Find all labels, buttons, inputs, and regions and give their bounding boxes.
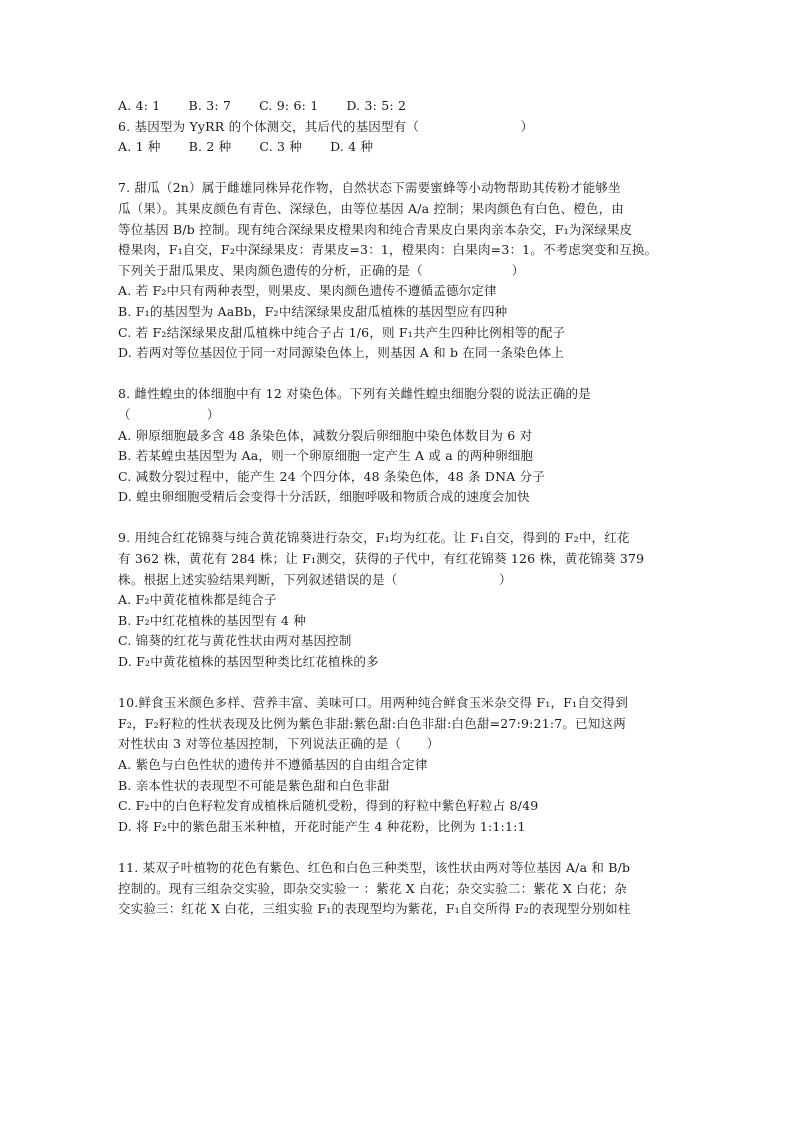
q8-stem-line: （ ） <box>118 406 220 422</box>
q7-option-c: C. 若 F₂结深绿果皮甜瓜植株中纯合子占 1/6，则 F₁共产生四种比例相等的配子 <box>118 324 566 340</box>
q7-option-b: B. F₁的基因型为 AaBb，F₂中结深绿果皮甜瓜植株的基因型应有四种 <box>118 303 508 319</box>
q10-stem-line: F₂，F₂籽粒的性状表现及比例为紫色非甜:紫色甜:白色非甜:白色甜=27:9:21:7。已知这两 <box>118 715 626 731</box>
q6-option-a: A. 1 种 <box>118 139 161 155</box>
q7-stem-line: 橙果肉，F₁自交，F₂中深绿果皮：青果皮=3：1，橙果肉：白果肉=3：1。不考虑突变和互换。 <box>118 242 658 258</box>
q11-stem-line: 交实验三：红花 X 白花，三组实验 F₁的表现型均为紫花，F₁自交所得 F₂的表现型分别如柱 <box>118 901 631 917</box>
q9-option-b: B. F₂中红花植株的基因型有 4 种 <box>118 612 307 628</box>
question-9 <box>118 528 680 672</box>
q6-stem: 6. 基因型为 YyRR 的个体测交，其后代的基因型有（ ） <box>118 118 534 134</box>
q6-option-b: B. 2 种 <box>188 139 232 155</box>
q9-stem-line: 株。根据上述实验结果判断，下列叙述错误的是（ ） <box>118 571 512 587</box>
q7-stem-line: 7. 甜瓜（2n）属于雌雄同株异花作物，自然状态下需要蜜蜂等小动物帮助其传粉才能够坐 <box>118 180 621 196</box>
q9-stem-line: 9. 用纯合红花锦葵与纯合黄花锦葵进行杂交，F₁均为红花。让 F₁自交，得到的 F₂中，红花 <box>118 530 630 546</box>
q10-option-c: C. F₂中的白色籽粒发育成植株后随机受粉，得到的籽粒中紫色籽粒占 8/49 <box>118 798 539 814</box>
q7-stem-line: 等位基因 B/b 控制。现有纯合深绿果皮橙果肉和纯合青果皮白果肉亲本杂交，F₁为深绿果皮 <box>118 221 633 237</box>
q9-option-a: A. F₂中黄花植株都是纯合子 <box>118 592 277 608</box>
question-10 <box>118 693 680 837</box>
q8-stem-line: 8. 雌性蝗虫的体细胞中有 12 对染色体。下列有关雌性蝗虫细胞分裂的说法正确的是 <box>118 386 591 402</box>
q6-option-d: D. 4 种 <box>330 139 374 155</box>
q9-option-d: D. F₂中黄花植株的基因型种类比红花植株的多 <box>118 654 379 670</box>
q5-options <box>118 96 680 117</box>
q5-option-d: D. 3: 5: 2 <box>346 98 407 113</box>
q10-option-d: D. 将 F₂中的紫色甜玉米种植，开花时能产生 4 种花粉，比例为 1:1:1:1 <box>118 818 526 834</box>
q7-stem-line: 瓜（果）。其果皮颜色有青色、深绿色，由等位基因 A/a 控制；果肉颜色有白色、橙色，由 <box>118 200 624 216</box>
question-8 <box>118 384 680 508</box>
q11-stem-line: 控制的。现有三组杂交实验，即杂交实验一 ：紫花 X 白花；杂交实验二：紫花 X 白花；杂 <box>118 880 627 896</box>
q7-option-d: D. 若两对等位基因位于同一对同源染色体上，则基因 A 和 b 在同一条染色体上 <box>118 345 564 361</box>
q10-stem-line: 10.鲜食玉米颜色多样、营养丰富、美味可口。用两种纯合鲜食玉米杂交得 F₁，F₁自交得到 <box>118 695 629 711</box>
q6-option-c: C. 3 种 <box>259 139 303 155</box>
q5-option-a: A. 4: 1 <box>118 98 161 113</box>
q9-stem-line: 有 362 株，黄花有 284 株；让 F₁测交，获得的子代中，有红花锦葵 126 株，黄花锦葵 379 <box>118 551 645 567</box>
q8-option-d: D. 蝗虫卵细胞受精后会变得十分活跃，细胞呼吸和物质合成的速度会加快 <box>118 489 530 505</box>
q10-option-b: B. 亲本性状的表现型不可能是紫色甜和白色非甜 <box>118 777 390 793</box>
question-11 <box>118 858 680 920</box>
q7-option-a: A. 若 F₂中只有两种表型，则果皮、果肉颜色遗传不遵循孟德尔定律 <box>118 283 497 299</box>
q8-option-c: C. 减数分裂过程中，能产生 24 个四分体，48 条染色体，48 条 DNA 分子 <box>118 468 546 484</box>
question-7 <box>118 178 680 363</box>
q6-options <box>118 137 680 158</box>
q10-stem-line: 对性状由 3 对等位基因控制，下列说法正确的是（ ） <box>118 736 440 752</box>
q8-option-b: B. 若某蝗虫基因型为 Aa，则一个卵原细胞一定产生 A 或 a 的两种卵细胞 <box>118 448 534 464</box>
q5-option-b: B. 3: 7 <box>188 98 232 113</box>
q8-option-a: A. 卵原细胞最多含 48 条染色体，减数分裂后卵细胞中染色体数目为 6 对 <box>118 427 533 443</box>
q7-stem-line: 下列关于甜瓜果皮、果肉颜色遗传的分析，正确的是（ ） <box>118 262 525 278</box>
q11-stem-line: 11. 某双子叶植物的花色有紫色、红色和白色三种类型，该性状由两对等位基因 A/a 和 B/b <box>118 859 631 875</box>
exam-page <box>118 96 680 920</box>
q10-option-a: A. 紫色与白色性状的遗传并不遵循基因的自由组合定律 <box>118 757 428 772</box>
q5-option-c: C. 9: 6: 1 <box>259 98 319 113</box>
q9-option-c: C. 锦葵的红花与黄花性状由两对基因控制 <box>118 633 352 649</box>
